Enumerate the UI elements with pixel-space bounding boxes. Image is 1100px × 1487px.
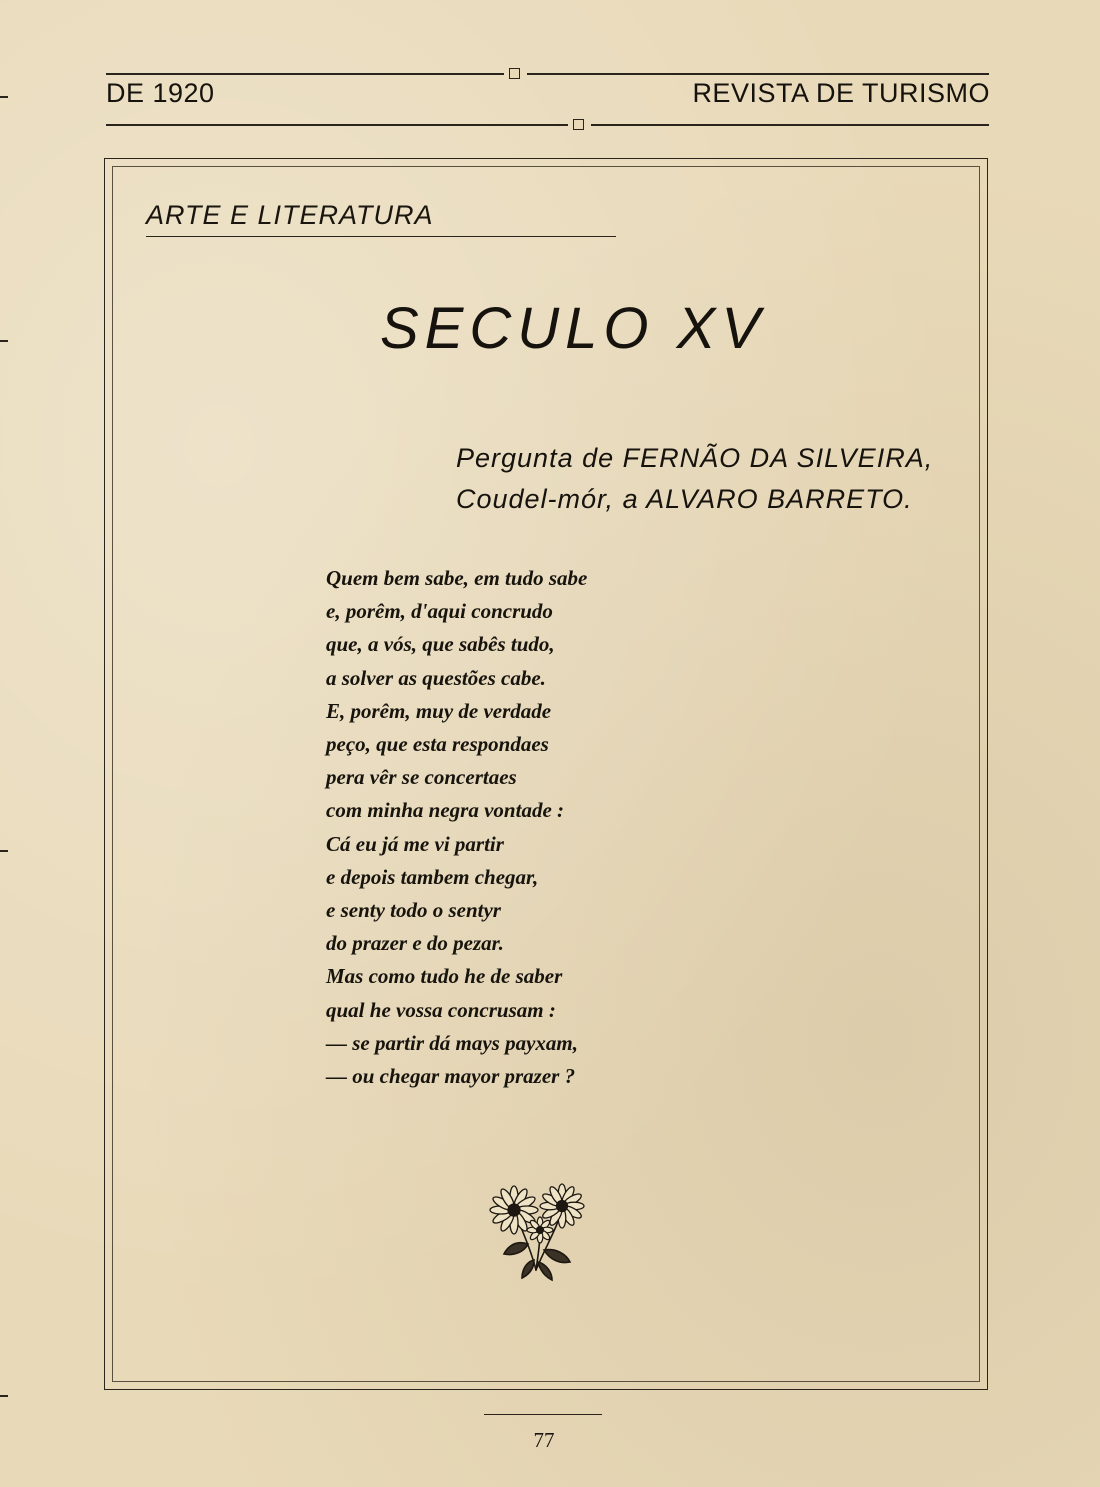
header-ornament-top (509, 68, 520, 79)
header-ornament-bottom (573, 119, 584, 130)
byline-line: Coudel-mór, a ALVARO BARRETO. (456, 484, 913, 514)
poem-line: Mas como tudo he de saber (326, 964, 563, 989)
header-top-rule-left (106, 73, 504, 75)
poem-line: que, a vós, que sabês tudo, (326, 632, 555, 657)
header-top-rule-right (527, 73, 989, 75)
page-number: 77 (533, 1428, 555, 1452)
article-byline (456, 438, 933, 520)
section-underline (146, 236, 616, 237)
poem-line: com minha negra vontade : (326, 798, 565, 823)
poem-line: Quem bem sabe, em tudo sabe (326, 566, 588, 590)
section-label: ARTE E LITERATURA (146, 200, 434, 230)
poem-line: e, porêm, d'aqui concrudo (326, 599, 553, 624)
byline-line: Pergunta de FERNÃO DA SILVEIRA, (456, 443, 934, 473)
poem-line: peço, que esta respondaes (326, 732, 549, 757)
poem-line: pera vêr se concertaes (326, 765, 517, 790)
header-bottom-rule-left (106, 124, 568, 126)
flower-ornament-icon (486, 1180, 592, 1286)
poem-line: e senty todo o sentyr (326, 898, 501, 923)
binding-mark (0, 340, 8, 342)
binding-mark (0, 96, 8, 98)
article-title: SECULO XV (380, 296, 766, 361)
footer-rule (484, 1414, 602, 1415)
poem (326, 562, 587, 1093)
poem-line: qual he vossa concrusam : (326, 997, 556, 1022)
binding-mark (0, 1395, 8, 1397)
poem-line: Cá eu já me vi partir (326, 831, 504, 856)
poem-line: E, porêm, muy de verdade (326, 698, 552, 723)
poem-line: do prazer e do pezar. (326, 931, 504, 956)
header-bottom-rule-right (591, 124, 989, 126)
poem-line: e depois tambem chegar, (326, 864, 539, 889)
header-magazine-title: REVISTA DE TURISMO (692, 78, 990, 108)
poem-line: a solver as questões cabe. (326, 665, 546, 690)
binding-mark (0, 850, 8, 852)
header-date: DE 1920 (106, 78, 215, 108)
poem-line: — ou chegar mayor prazer ? (326, 1064, 576, 1089)
poem-line: — se partir dá mays payxam, (326, 1030, 578, 1055)
